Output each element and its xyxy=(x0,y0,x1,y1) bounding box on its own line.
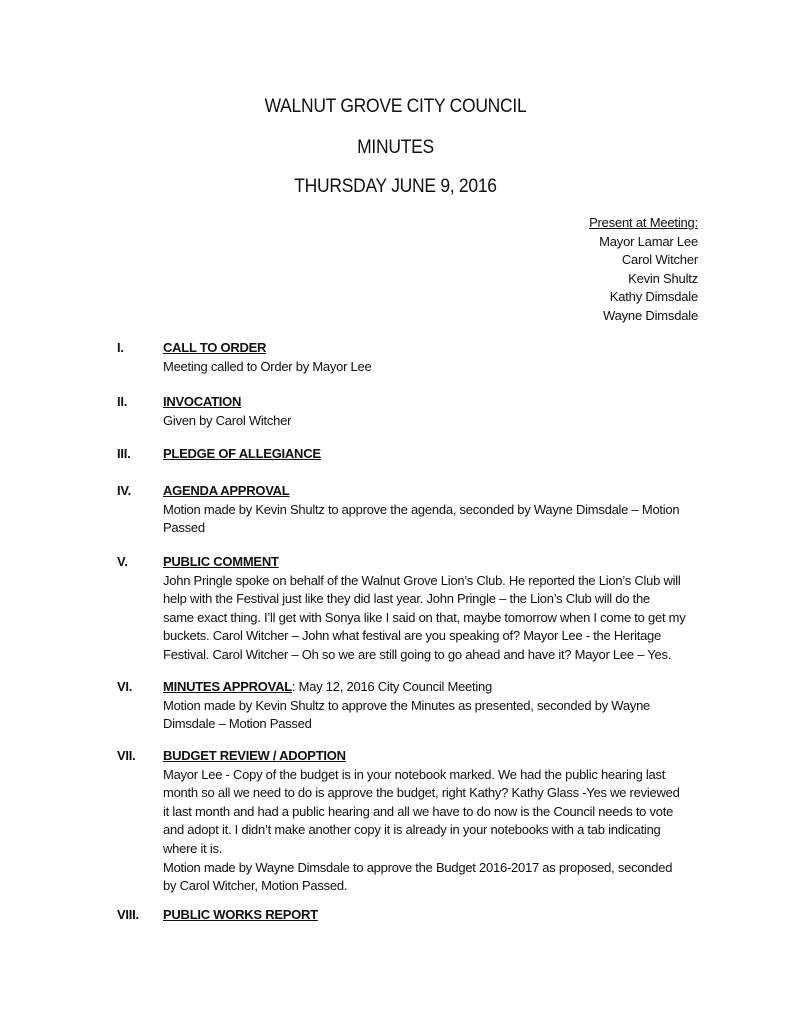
section-text-line: month so all we need to do is approve the budget, right Kathy? Kathy Glass -Yes we reviewed xyxy=(163,785,680,801)
section-body xyxy=(163,678,723,734)
section-text-line: Given by Carol Witcher xyxy=(163,412,292,428)
attendance-block xyxy=(589,214,698,326)
section-title: PUBLIC WORKS REPORT xyxy=(163,907,318,922)
section-body xyxy=(163,747,723,896)
section-number: IV. xyxy=(117,483,131,498)
attendance-heading: Present at Meeting: xyxy=(589,215,698,230)
attendee: Kathy Dimsdale xyxy=(609,289,698,305)
section-number: V. xyxy=(117,554,128,569)
section-body xyxy=(163,482,723,538)
section-text-line: Motion made by Wayne Dimsdale to approve the Budget 2016-2017 as proposed, seconded xyxy=(163,859,673,875)
section-title: BUDGET REVIEW / ADOPTION xyxy=(163,748,346,763)
council-title: WALNUT GROVE CITY COUNCIL xyxy=(264,96,527,117)
section-text-line: same exact thing. I’ll get with Sonya like I said on that, maybe tomorrow when I come to get my xyxy=(163,609,686,625)
section-body xyxy=(163,339,723,376)
meeting-date: THURSDAY JUNE 9, 2016 xyxy=(294,176,497,197)
section-title-suffix: : May 12, 2016 City Council Meeting xyxy=(291,679,492,694)
section-number: III. xyxy=(117,446,131,461)
section-text-line: Dimsdale – Motion Passed xyxy=(163,716,312,732)
section-text-line: buckets. Carol Witcher – John what festival are you speaking of? Mayor Lee - the Heritage xyxy=(163,628,662,644)
attendee: Wayne Dimsdale xyxy=(603,307,698,323)
attendee: Mayor Lamar Lee xyxy=(599,233,698,249)
section-text-line: Passed xyxy=(163,520,205,536)
section-title: PUBLIC COMMENT xyxy=(163,554,279,569)
section-number: VIII. xyxy=(117,907,139,922)
section-body xyxy=(163,906,723,925)
section-title: MINUTES APPROVAL xyxy=(163,679,292,694)
document-type: MINUTES xyxy=(357,137,434,158)
section-text-line: Motion made by Kevin Shultz to approve the agenda, seconded by Wayne Dimsdale – Motion xyxy=(163,501,680,517)
section-title: PLEDGE OF ALLEGIANCE xyxy=(163,446,321,461)
section-text-line: help with the Festival just like they did last year. John Pringle – the Lion’s Club will do the xyxy=(163,591,650,607)
section-text-line: it last month and had a public hearing and all we have to do now is the Council needs to vote xyxy=(163,803,674,819)
section-text-line: Mayor Lee - Copy of the budget is in your notebook marked. We had the public hearing last xyxy=(163,766,666,782)
section-text-line: Meeting called to Order by Mayor Lee xyxy=(163,358,372,374)
section-number: II. xyxy=(117,394,128,409)
attendee: Carol Witcher xyxy=(621,252,698,268)
section-body xyxy=(163,553,723,665)
section-text-line: John Pringle spoke on behalf of the Walnut Grove Lion’s Club. He reported the Lion’s Club will xyxy=(163,572,681,588)
section-text-line: Festival. Carol Witcher – Oh so we are still going to go ahead and have it? Mayor Lee – Yes. xyxy=(163,646,672,662)
section-number: VII. xyxy=(117,748,136,763)
attendee: Kevin Shultz xyxy=(628,270,698,286)
section-text-line: by Carol Witcher, Motion Passed. xyxy=(163,878,348,894)
section-text-line: and adopt it. I didn’t make another copy it is already in your notebooks with a tab indicating xyxy=(163,822,661,838)
section-text-line: Motion made by Kevin Shultz to approve the Minutes as presented, seconded by Wayne xyxy=(163,697,651,713)
section-number: I. xyxy=(117,340,124,355)
section-body xyxy=(163,393,723,430)
section-text-line: where it is. xyxy=(163,840,223,856)
section-number: VI. xyxy=(117,679,133,694)
section-title: CALL TO ORDER xyxy=(163,340,267,355)
section-title: AGENDA APPROVAL xyxy=(163,483,290,498)
section-title: INVOCATION xyxy=(163,394,242,409)
section-body xyxy=(163,445,723,464)
